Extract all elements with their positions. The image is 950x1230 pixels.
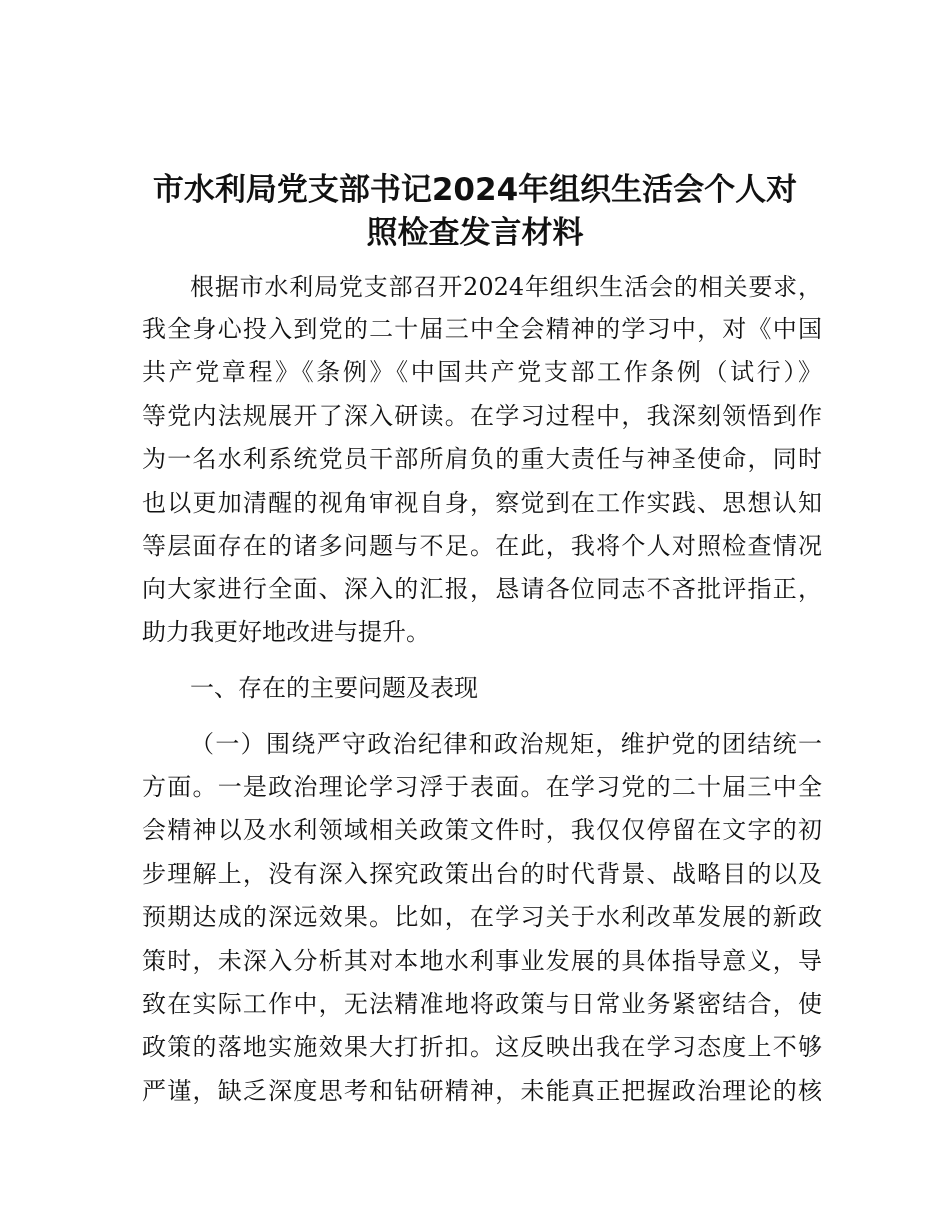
section-paragraph-line: 预期达成的深远效果。比如，在学习关于水利改革发展的新政: [142, 903, 822, 931]
document-title-line-1: 市水利局党支部书记2024年组织生活会个人对: [152, 172, 798, 208]
intro-paragraph-line: 我全身心投入到党的二十届三中全会精神的学习中，对《中国: [142, 315, 822, 343]
intro-paragraph-line: 共产党章程》《条例》《中国共产党支部工作条例（试行）》: [142, 358, 822, 386]
intro-paragraph-line: 为一名水利系统党员干部所肩负的重大责任与神圣使命，同时: [142, 445, 822, 473]
intro-paragraph-line: 根据市水利局党支部召开2024年组织生活会的相关要求，: [190, 273, 822, 301]
intro-paragraph-line: 也以更加清醒的视角审视自身，察觉到在工作实践、思想认知: [142, 489, 822, 517]
intro-paragraph-line: 等层面存在的诸多问题与不足。在此，我将个人对照检查情况: [142, 532, 822, 560]
intro-paragraph-line: 助力我更好地改进与提升。: [142, 618, 430, 646]
section-paragraph-line: 策时，未深入分析其对本地水利事业发展的具体指导意义，导: [142, 947, 822, 975]
section-paragraph-line: 严谨，缺乏深度思考和钻研精神，未能真正把握政治理论的核: [142, 1077, 822, 1105]
section-paragraph-line: 政策的落地实施效果大打折扣。这反映出我在学习态度上不够: [142, 1033, 822, 1061]
section-paragraph-line: 方面。一是政治理论学习浮于表面。在学习党的二十届三中全: [142, 773, 822, 801]
document-title-line-2: 照检查发言材料: [366, 215, 584, 251]
section-paragraph-line: （一）围绕严守政治纪律和政治规矩，维护党的团结统一: [190, 730, 822, 758]
intro-paragraph-line: 向大家进行全面、深入的汇报，恳请各位同志不吝批评指正，: [142, 575, 822, 603]
section-paragraph-line: 会精神以及水利领域相关政策文件时，我仅仅停留在文字的初: [142, 816, 822, 844]
section-heading: 一、存在的主要问题及表现: [190, 674, 478, 702]
intro-paragraph-line: 等党内法规展开了深入研读。在学习过程中，我深刻领悟到作: [142, 402, 822, 430]
section-paragraph-line: 致在实际工作中，无法精准地将政策与日常业务紧密结合，使: [142, 990, 822, 1018]
section-paragraph-line: 步理解上，没有深入探究政策出台的时代背景、战略目的以及: [142, 860, 822, 888]
